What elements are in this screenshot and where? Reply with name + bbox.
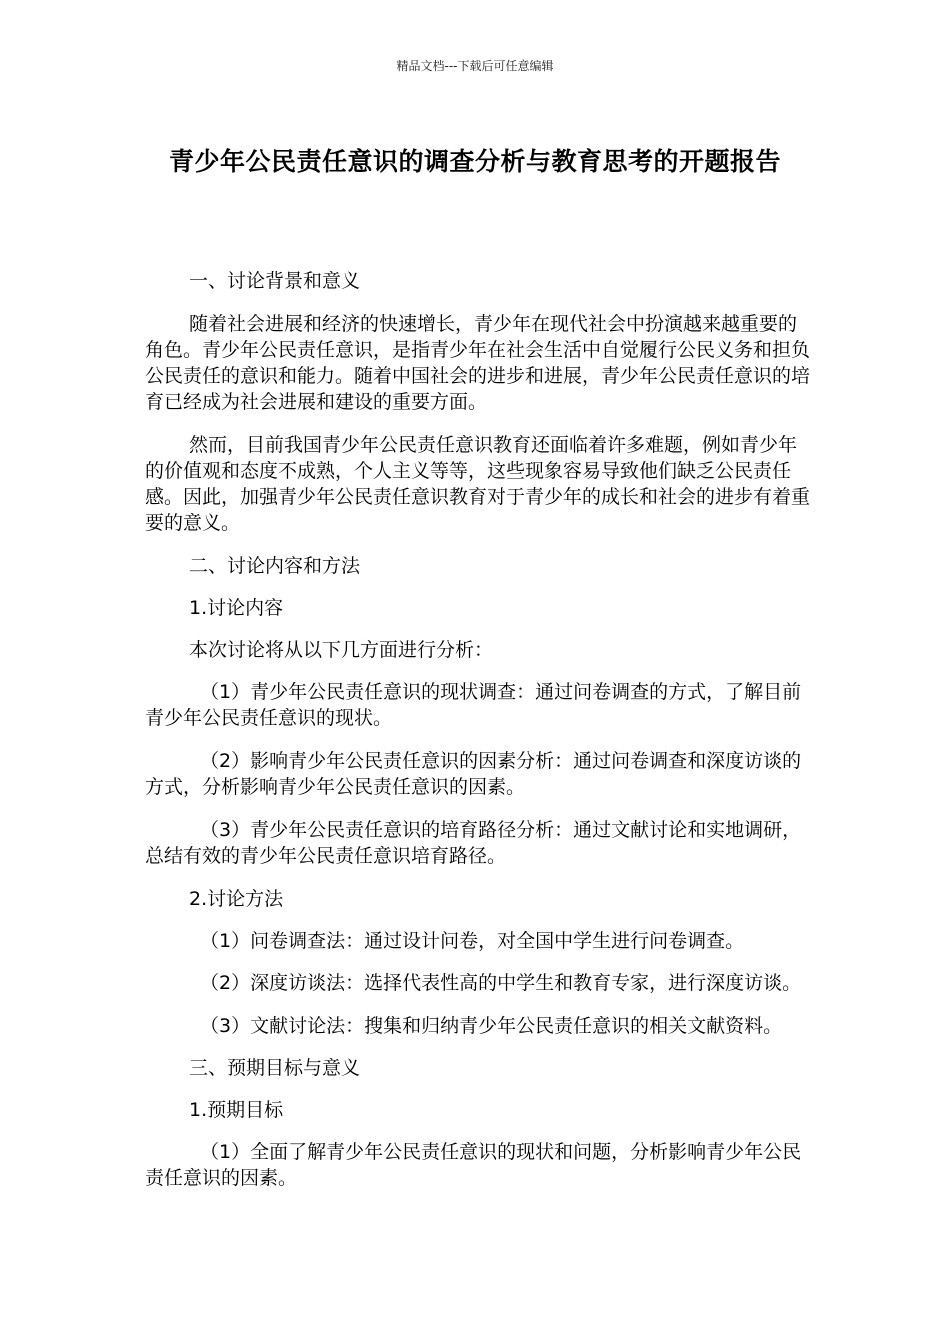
paragraph-background-1: 随着社会进展和经济的快速增长，青少年在现代社会中扮演越来越重要的角色。青少年公民责任意识，是指青少年在社会生活中自觉履行公民义务和担负公民责任的意识和能力。随着中国社会的进步和进展，青少年公民责任意识的培育已经成为社会进展和建设的重要方面。 bbox=[145, 313, 811, 413]
list-item-content-2: （2）影响青少年公民责任意识的因素分析：通过问卷调查和深度访谈的方式，分析影响青少年公民责任意识的因素。 bbox=[145, 750, 802, 798]
subheading-method: 2.讨论方法 bbox=[189, 888, 284, 910]
subheading-goal: 1.预期目标 bbox=[189, 1099, 284, 1121]
list-item-content-1: （1）青少年公民责任意识的现状调查：通过问卷调查的方式，了解目前青少年公民责任意识的现状。 bbox=[145, 681, 802, 729]
section-heading-2: 二、讨论内容和方法 bbox=[189, 555, 361, 577]
subheading-content: 1.讨论内容 bbox=[189, 597, 284, 619]
section-heading-3: 三、预期目标与意义 bbox=[189, 1057, 361, 1079]
list-item-method-3: （3）文献讨论法：搜集和归纳青少年公民责任意识的相关文献资料。 bbox=[200, 1015, 783, 1037]
paragraph-background-2: 然而，目前我国青少年公民责任意识教育还面临着许多难题，例如青少年的价值观和态度不成熟，个人主义等等，这些现象容易导致他们缺乏公民责任感。因此，加强青少年公民责任意识教育对于青少年的成长和社会的进步有着重要的意义。 bbox=[145, 434, 811, 534]
list-item-content-3: （3）青少年公民责任意识的培育路径分析：通过文献讨论和实地调研，总结有效的青少年公民责任意识培育路径。 bbox=[145, 819, 802, 867]
paragraph-intro: 本次讨论将从以下几方面进行分析： bbox=[189, 639, 494, 661]
list-item-method-2: （2）深度访谈法：选择代表性高的中学生和教育专家，进行深度访谈。 bbox=[200, 972, 802, 994]
section-heading-1: 一、讨论背景和意义 bbox=[189, 270, 361, 292]
list-item-method-1: （1）问卷调查法：通过设计问卷，对全国中学生进行问卷调查。 bbox=[200, 930, 745, 952]
document-title: 青少年公民责任意识的调查分析与教育思考的开题报告 bbox=[168, 147, 781, 176]
list-item-goal-1: （1）全面了解青少年公民责任意识的现状和问题，分析影响青少年公民责任意识的因素。 bbox=[145, 1141, 802, 1189]
page-header: 精品文档---下载后可任意编辑 bbox=[396, 59, 554, 73]
document-body bbox=[145, 268, 815, 1191]
